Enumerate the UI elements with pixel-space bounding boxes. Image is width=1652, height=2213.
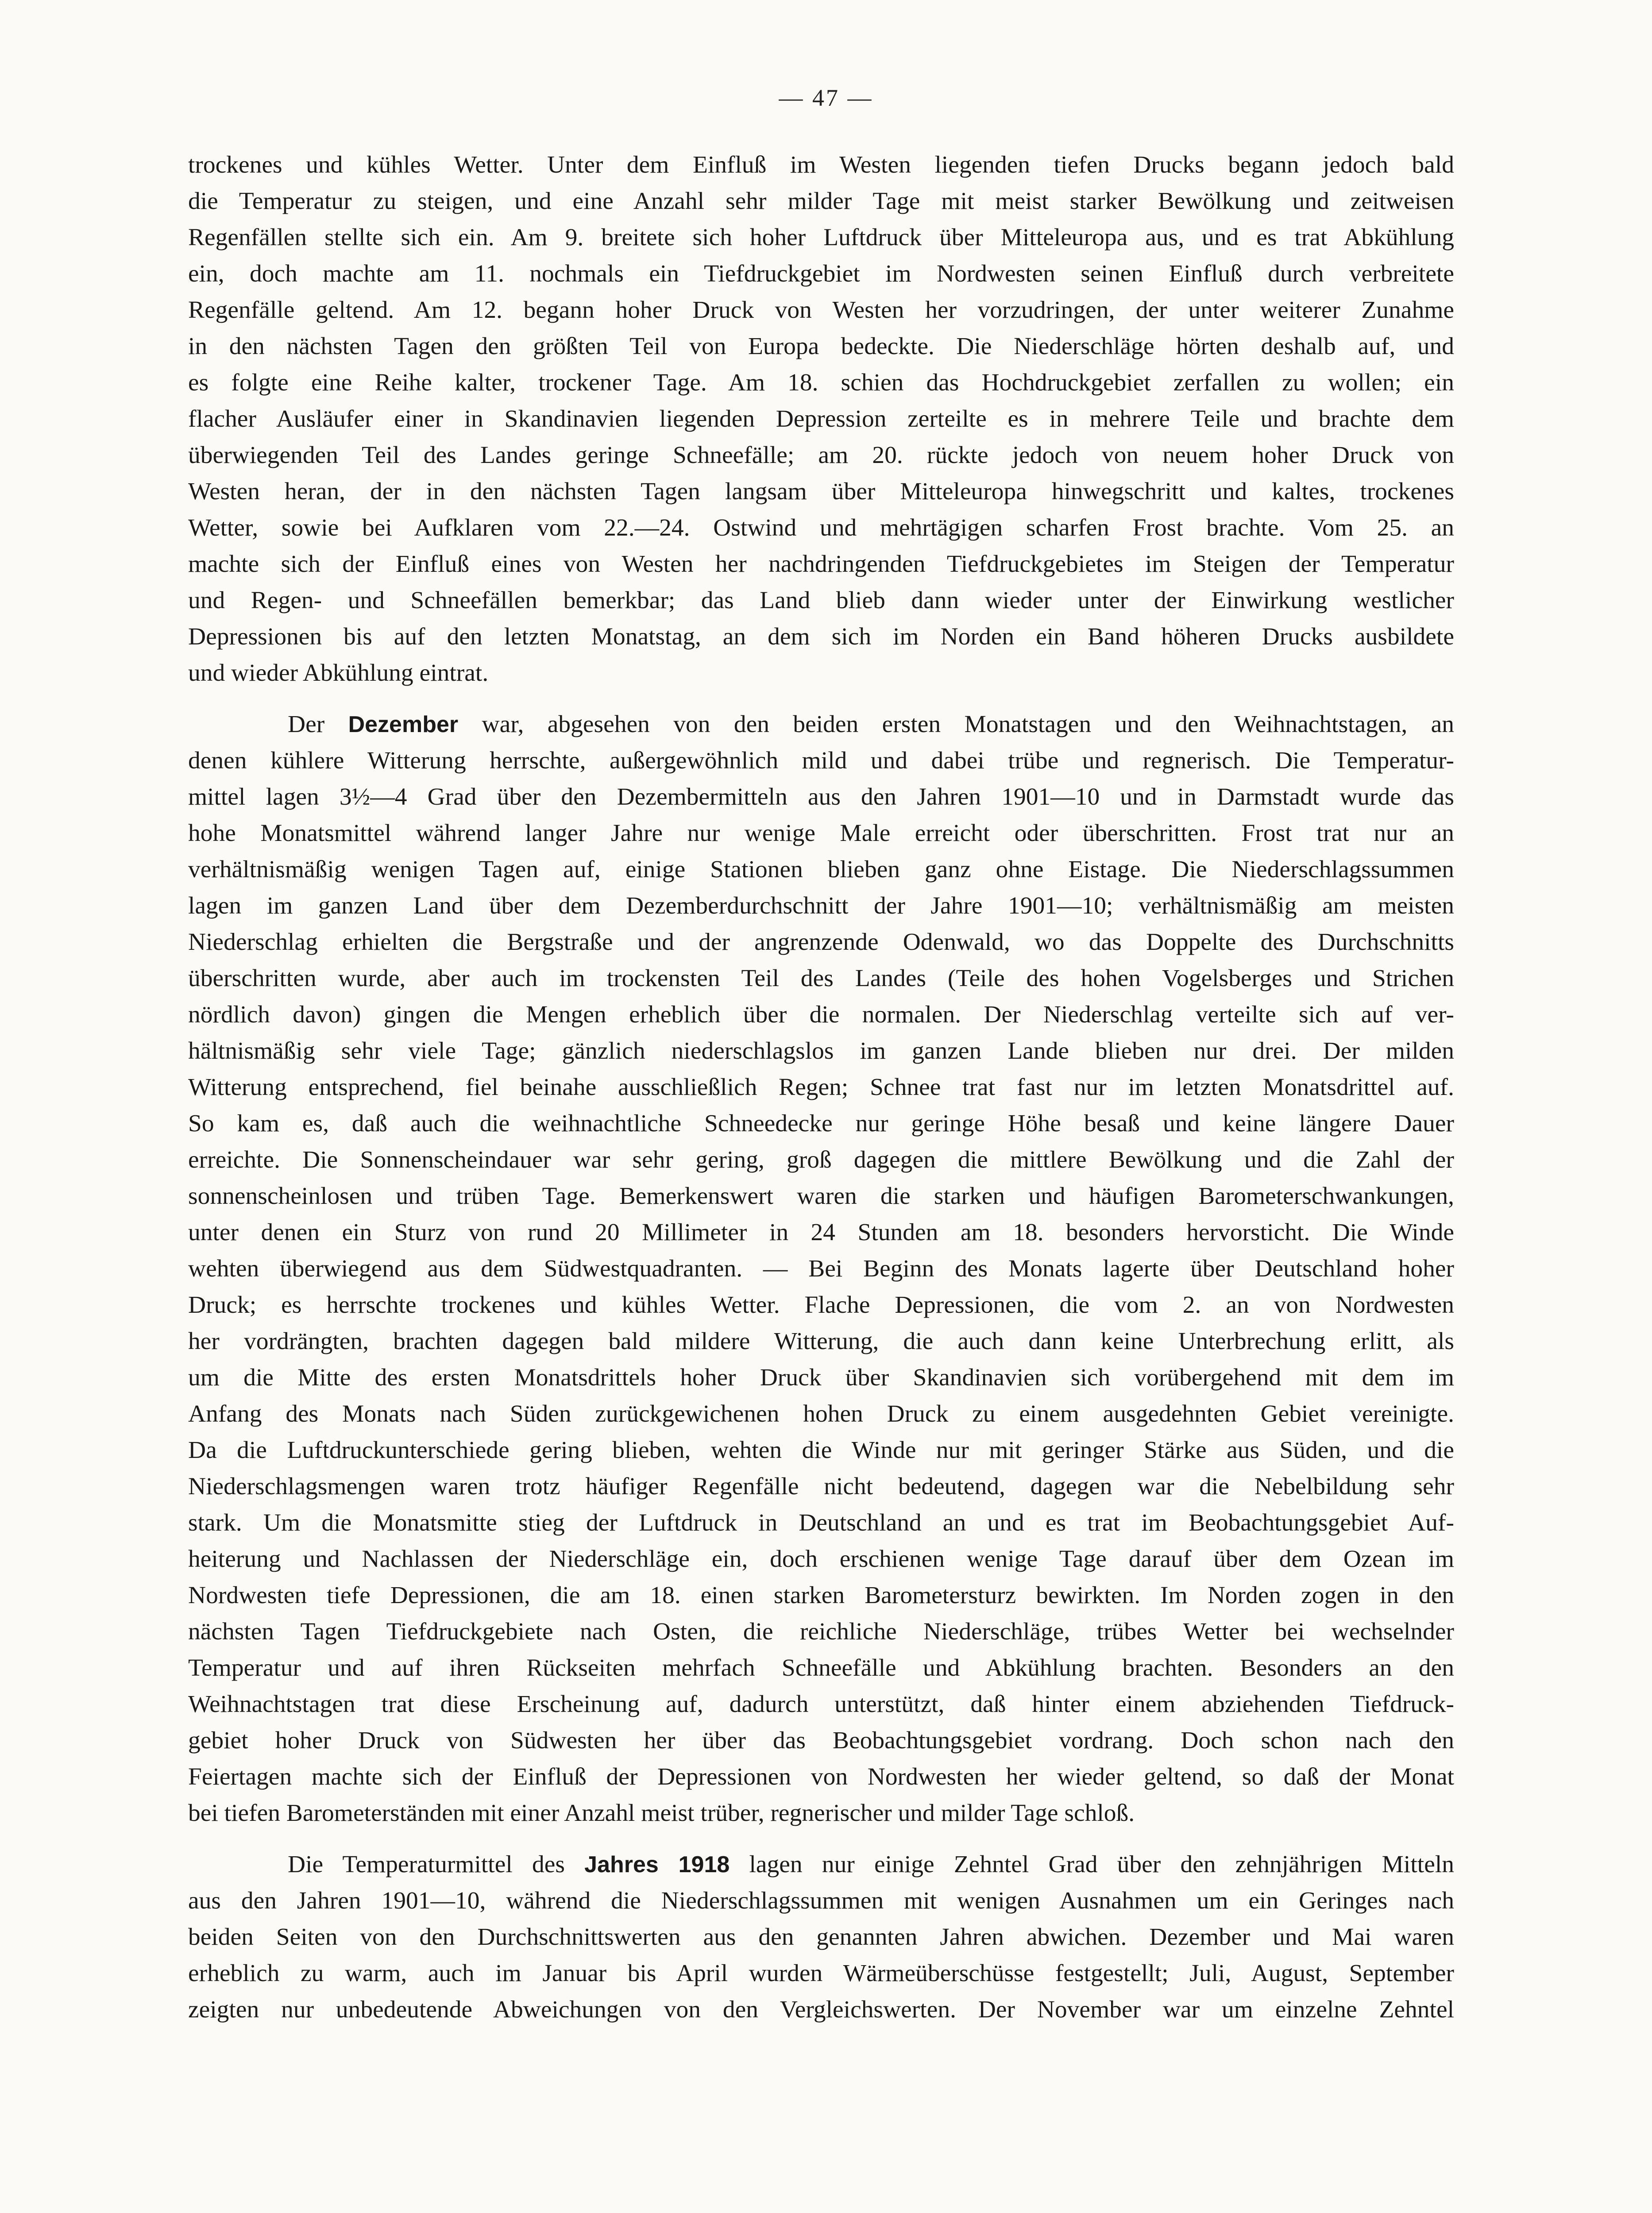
- text-line: gebiet hoher Druck von Südwesten her über das Beobachtungsgebiet vordrang. Doch schon nach den: [188, 1727, 1454, 1754]
- text-line: Da die Luftdruckunterschiede gering blieben, wehten die Winde nur mit geringer Stärke aus Süden, und die: [188, 1437, 1454, 1464]
- text-line: nächsten Tagen Tiefdruckgebiete nach Osten, die reichliche Niederschläge, trübes Wetter bei wechselnder: [188, 1618, 1454, 1645]
- text-line: beiden Seiten von den Durchschnittswerten aus den genannten Jahren abwichen. Dezember und Mai waren: [188, 1924, 1454, 1951]
- text-line: Westen heran, der in den nächsten Tagen langsam über Mitteleuropa hinwegschritt und kaltes, trockenes: [188, 478, 1454, 505]
- text-line: überwiegenden Teil des Landes geringe Schneefälle; am 20. rückte jedoch von neuem hoher Druck von: [188, 442, 1454, 469]
- text-line: Temperatur und auf ihren Rückseiten mehrfach Schneefälle und Abkühlung brachten. Besonders an den: [188, 1654, 1454, 1681]
- text-line: in den nächsten Tagen den größten Teil von Europa bedeckte. Die Niederschläge hörten deshalb auf, und: [188, 333, 1454, 360]
- text-line: stark. Um die Monatsmitte stieg der Luftdruck in Deutschland an und es trat im Beobachtungsgebiet Auf-: [188, 1509, 1454, 1536]
- paragraph-jahr-1918: [188, 1847, 1454, 2028]
- text-line: Niederschlagsmengen waren trotz häufiger Regenfälle nicht bedeutend, dagegen war die Nebelbildung sehr: [188, 1473, 1454, 1500]
- text-line: heiterung und Nachlassen der Niederschläge ein, doch erschienen wenige Tage darauf über dem Ozean im: [188, 1546, 1454, 1573]
- text-line: Witterung entsprechend, fiel beinahe ausschließlich Regen; Schnee trat fast nur im letzten Monatsdrittel auf.: [188, 1074, 1454, 1101]
- section-keyword: Jahres 1918: [584, 1852, 730, 1878]
- text-line: machte sich der Einfluß eines von Westen her nachdringenden Tiefdruckgebietes im Steigen der Temperatur: [188, 551, 1454, 578]
- text-line: Weihnachtstagen trat diese Erscheinung auf, dadurch unterstützt, daß hinter einem abziehenden Tiefdruck-: [188, 1691, 1454, 1718]
- text-line: um die Mitte des ersten Monatsdrittels hoher Druck über Skandinavien sich vorübergehend mit dem im: [188, 1364, 1454, 1391]
- text-line: hältnismäßig sehr viele Tage; gänzlich niederschlagslos im ganzen Lande blieben nur drei. Der milden: [188, 1037, 1454, 1064]
- text-line: verhältnismäßig wenigen Tagen auf, einige Stationen blieben ganz ohne Eistage. Die Niederschlagssummen: [188, 856, 1454, 883]
- text-line: wehten überwiegend aus dem Südwestquadranten. — Bei Beginn des Monats lagerte über Deutschland hoher: [188, 1255, 1454, 1282]
- paragraph-dezember: [188, 706, 1454, 1831]
- text-line: unter denen ein Sturz von rund 20 Millimeter in 24 Stunden am 18. besonders hervorsticht. Die Winde: [188, 1219, 1454, 1246]
- first-line-rest: lagen nur einige Zehntel Grad über den zehnjährigen Mitteln: [730, 1851, 1454, 1878]
- text-line: hohe Monatsmittel während langer Jahre nur wenige Male erreicht oder überschritten. Frost trat nur an: [188, 820, 1454, 847]
- text-line: nördlich davon) gingen die Mengen erheblich über die normalen. Der Niederschlag verteilte sich auf ver-: [188, 1001, 1454, 1028]
- text-line: Druck; es herrschte trockenes und kühles Wetter. Flache Depressionen, die vom 2. an von Nordwesten: [188, 1292, 1454, 1319]
- text-line: denen kühlere Witterung herrschte, außergewöhnlich mild und dabei trübe und regnerisch. Die Temperatur-: [188, 747, 1454, 774]
- text-line: flacher Ausläufer einer in Skandinavien liegenden Depression zerteilte es in mehrere Teile und brachte dem: [188, 405, 1454, 432]
- text-line: So kam es, daß auch die weihnachtliche Schneedecke nur geringe Höhe besaß und keine längere Dauer: [188, 1110, 1454, 1137]
- text-line: erreichte. Die Sonnenscheindauer war sehr gering, groß dagegen die mittlere Bewölkung und die Zahl der: [188, 1146, 1454, 1173]
- text-line: her vordrängten, brachten dagegen bald mildere Witterung, die auch dann keine Unterbrechung erlitt, als: [188, 1328, 1454, 1355]
- text-line: und Regen- und Schneefällen bemerkbar; das Land blieb dann wieder unter der Einwirkung westlicher: [188, 587, 1454, 614]
- text-line-first: [188, 706, 1454, 743]
- text-line: sonnenscheinlosen und trüben Tage. Bemerkenswert waren die starken und häufigen Barometerschwankungen,: [188, 1183, 1454, 1210]
- text-line: zeigten nur unbedeutende Abweichungen von den Vergleichswerten. Der November war um einzelne Zehntel: [188, 1996, 1454, 2023]
- text-line: überschritten wurde, aber auch im trockensten Teil des Landes (Teile des hohen Vogelsberges und Strichen: [188, 965, 1454, 992]
- lead-text: Der: [288, 711, 348, 738]
- body-text: [188, 147, 1454, 2028]
- first-line-rest: war, abgesehen von den beiden ersten Monatstagen und den Weihnachtstagen, an: [458, 711, 1454, 738]
- text-line: und wieder Abkühlung eintrat.: [188, 659, 489, 686]
- text-line: Depressionen bis auf den letzten Monatstag, an dem sich im Norden ein Band höheren Drucks ausbildete: [188, 623, 1454, 650]
- text-line: Nordwesten tiefe Depressionen, die am 18. einen starken Barometersturz bewirkten. Im Norden zogen in den: [188, 1582, 1454, 1609]
- text-line: die Temperatur zu steigen, und eine Anzahl sehr milder Tage mit meist starker Bewölkung und zeitweisen: [188, 188, 1454, 215]
- text-line: Feiertagen machte sich der Einfluß der Depressionen von Nordwesten her wieder geltend, so daß der Monat: [188, 1763, 1454, 1790]
- page-number: — 47 —: [779, 85, 873, 111]
- text-line: es folgte eine Reihe kalter, trockener Tage. Am 18. schien das Hochdruckgebiet zerfallen zu wollen; ein: [188, 369, 1454, 396]
- text-line: ein, doch machte am 11. nochmals ein Tiefdruckgebiet im Nordwesten seinen Einfluß durch verbreitete: [188, 260, 1454, 287]
- text-line: erheblich zu warm, auch im Januar bis April wurden Wärmeüberschüsse festgestellt; Juli, August, September: [188, 1960, 1454, 1987]
- text-line: lagen im ganzen Land über dem Dezemberdurchschnitt der Jahre 1901—10; verhältnismäßig am meisten: [188, 892, 1454, 919]
- text-line: aus den Jahren 1901—10, während die Niederschlagssummen mit wenigen Ausnahmen um ein Geringes nach: [188, 1887, 1454, 1914]
- text-line: Niederschlag erhielten die Bergstraße und der angrenzende Odenwald, wo das Doppelte des Durchschnitts: [188, 929, 1454, 956]
- text-line: Regenfälle geltend. Am 12. begann hoher Druck von Westen her vorzudringen, der unter weiterer Zunahme: [188, 297, 1454, 324]
- text-line-first: [188, 1847, 1454, 1883]
- text-line: mittel lagen 3½—4 Grad über den Dezembermitteln aus den Jahren 1901—10 und in Darmstadt wurde das: [188, 783, 1454, 810]
- text-line: Regenfällen stellte sich ein. Am 9. breitete sich hoher Luftdruck über Mitteleuropa aus, und es trat Abkühlung: [188, 224, 1454, 251]
- section-keyword: Dezember: [348, 712, 459, 737]
- lead-text: Die Temperaturmittel des: [288, 1851, 585, 1878]
- text-line: Anfang des Monats nach Süden zurückgewichenen hohen Druck zu einem ausgedehnten Gebiet vereinigte.: [188, 1400, 1454, 1427]
- text-line: bei tiefen Barometerständen mit einer Anzahl meist trüber, regnerischer und milder Tage schloß.: [188, 1800, 1135, 1827]
- paragraph-november: [188, 147, 1454, 691]
- text-line: Wetter, sowie bei Aufklaren vom 22.—24. Ostwind und mehrtägigen scharfen Frost brachte. Vom 25. an: [188, 514, 1454, 541]
- text-line: trockenes und kühles Wetter. Unter dem Einfluß im Westen liegenden tiefen Drucks begann jedoch bald: [188, 151, 1454, 178]
